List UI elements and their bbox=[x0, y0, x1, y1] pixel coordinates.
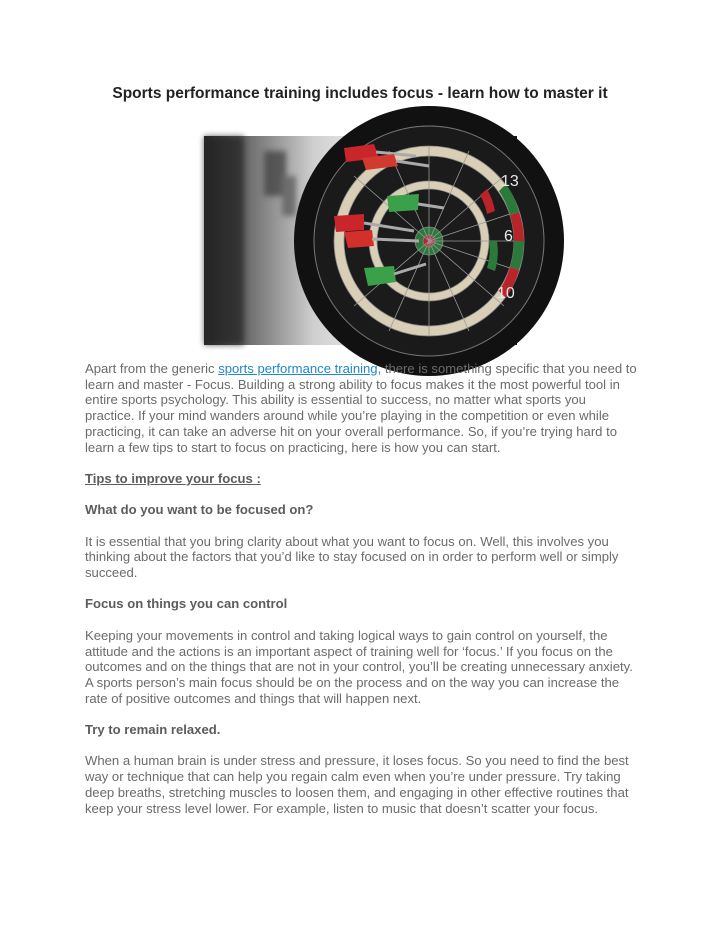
dartboard-image bbox=[204, 136, 517, 345]
sports-performance-training-link[interactable]: sports performance training bbox=[218, 361, 378, 376]
intro-paragraph: Apart from the generic sports performance training, there is something specific that you need to learn and master - Focus. Building a strong ability to focus makes it the most powerful tool in entire sports psychology. This ability is essential to success, no matter what sports you practice. If your mind wanders around while you’re playing in the competition or even while practicing, it can take an adverse hit on your overall performance. So, if you’re trying hard to learn a few tips to start to focus on practicing, here is how you can start. bbox=[85, 361, 637, 455]
section-heading-focus-target: What do you want to be focused on? bbox=[85, 502, 314, 518]
tips-heading: Tips to improve your focus : bbox=[85, 470, 261, 486]
section-text-relaxed: When a human brain is under stress and pressure, it loses focus. So you need to find the best way or technique that can help you regain calm even when you’re under pressure. Try taking deep breaths, stretching muscles to loosen them, and engaging in other effective routines that keep your stress level lower. For example, listen to music that doesn’t scatter your focus. bbox=[85, 753, 629, 816]
section-heading-relaxed: Try to remain relaxed. bbox=[85, 722, 221, 738]
dartboard-number: 13 bbox=[501, 173, 519, 190]
section-heading-control: Focus on things you can control bbox=[85, 596, 288, 612]
dartboard-number: 10 bbox=[497, 285, 515, 302]
dartboard-number: 6 bbox=[504, 228, 513, 245]
section-text-control: Keeping your movements in control and taking logical ways to gain control on yourself, the attitude and the actions is an important aspect of training well for ‘focus.’ If you focus on the outcomes and on the things that are not in your control, you’ll be creating unnecessary anxiety. A sports person’s main focus should be on the process and on the way you can increase the rate of positive outcomes and things that will happen next. bbox=[85, 627, 633, 706]
dartboard bbox=[294, 106, 564, 376]
article-body bbox=[85, 361, 637, 832]
section-text-focus-target: It is essential that you bring clarity about what you want to focus on. Well, this involves you thinking about the factors that you’d like to stay focused on in order to perform well or simply succeed. bbox=[85, 533, 619, 581]
dartboard-photo bbox=[204, 136, 517, 345]
page-title: Sports performance training includes focus - learn how to master it bbox=[112, 85, 608, 102]
